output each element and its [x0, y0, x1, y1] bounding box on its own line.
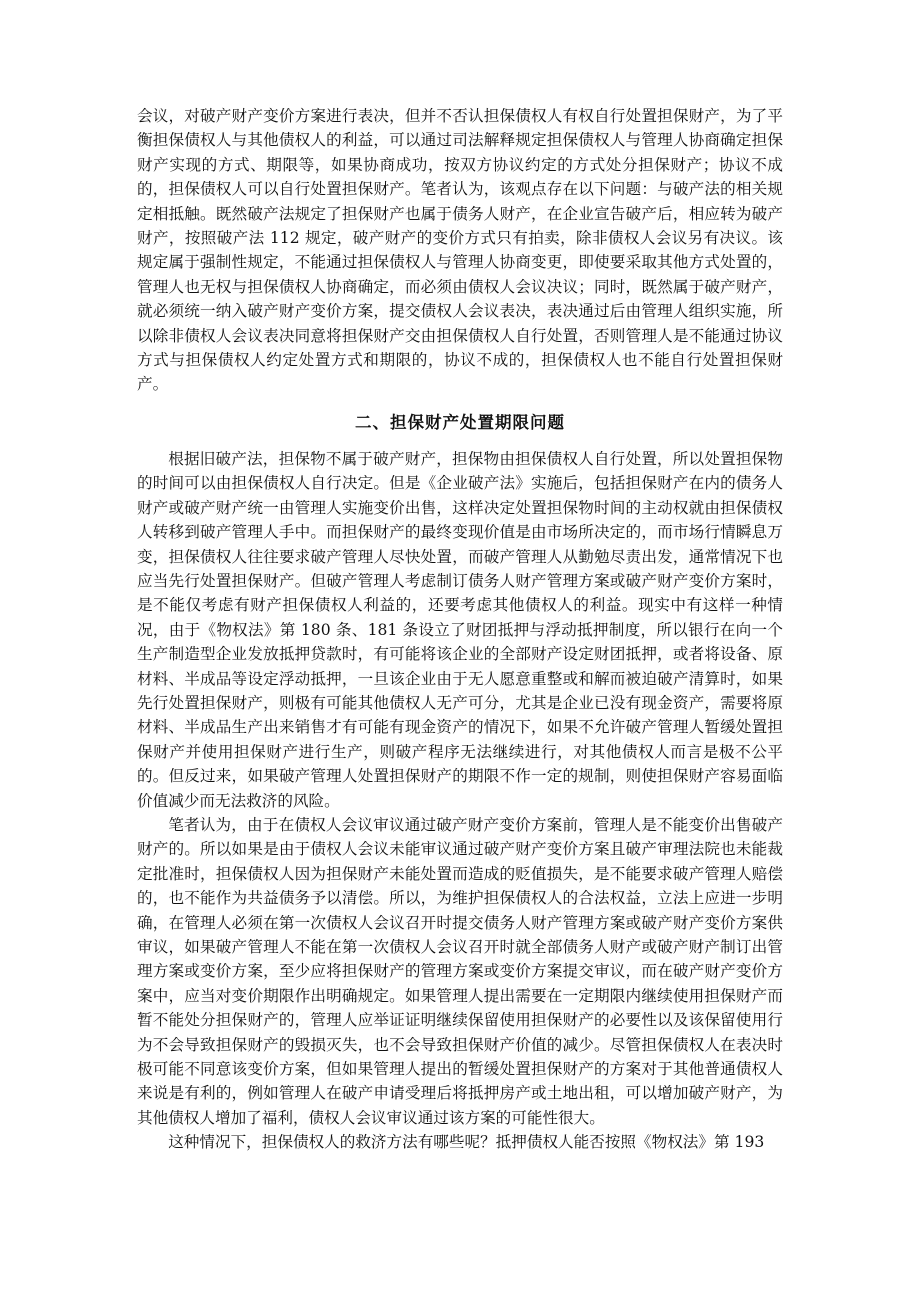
- paragraph-continued: 会议，对破产财产变价方案进行表决，但并不否认担保债权人有权自行处置担保财产，为了平衡担保债权人与其他债权人的利益，可以通过司法解释规定担保债权人与管理人协商确定担保财产实现的方式、期限等，如果协商成功，按双方协议约定的方式处分担保财产；协议不成的，担保债权人可以自行处置担保财产。笔者认为，该观点存在以下问题：与破产法的相关规定相抵触。既然破产法规定了担保财产也属于债务人财产，在企业宣告破产后，相应转为破产财产，按照破产法 112 规定，破产财产的变价方式只有拍卖，除非债权人会议另有决议。该规定属于强制性规定，不能通过担保债权人与管理人协商变更，即使要采取其他方式处置的，管理人也无权与担保债权人协商确定，而必须由债权人会议决议；同时，既然属于破产财产，就必须统一纳入破产财产变价方案，提交债权人会议表决，表决通过后由管理人组织实施，所以除非债权人会议表决同意将担保财产交由担保债权人自行处置，否则管理人是不能通过协议方式与担保债权人约定处置方式和期限的，协议不成的，担保债权人也不能自行处置担保财产。: [137, 107, 783, 394]
- paragraph-2: 笔者认为，由于在债权人会议审议通过破产财产变价方案前，管理人是不能变价出售破产财产的。所以如果是由于债权人会议未能审议通过破产财产变价方案且破产审理法院也未能裁定批准时，担保债权人因为担保财产未能处置而造成的贬值损失，是不能要求破产管理人赔偿的，也不能作为共益债务予以清偿。所以，为维护担保债权人的合法权益，立法上应进一步明确，在管理人必须在第一次债权人会议召开时提交债务人财产管理方案或破产财产变价方案供审议，如果破产管理人不能在第一次债权人会议召开时就全部债务人财产或破产财产制订出管理方案或变价方案，至少应将担保财产的管理方案或变价方案提交审议，而在破产财产变价方案中，应当对变价期限作出明确规定。如果管理人提出需要在一定期限内继续使用担保财产而暂不能处分担保财产的，管理人应举证证明继续保留使用担保财产的必要性以及该保留使用行为不会导致担保财产的毁损灭失，也不会导致担保财产价值的减少。尽管担保债权人在表决时极可能不同意该变价方案，但如果管理人提出的暂缓处置担保财产的方案对于其他普通债权人来说是有利的，例如管理人在破产申请受理后将抵押房产或土地出租，可以增加破产财产，为其他债权人增加了福利，债权人会议审议通过该方案的可能性很大。: [137, 815, 783, 1127]
- document-page: [137, 104, 783, 1155]
- paragraph-1: 根据旧破产法，担保物不属于破产财产，担保物由担保债权人自行处置，所以处置担保物的时间可以由担保债权人自行决定。但是《企业破产法》实施后，包括担保财产在内的债务人财产或破产财产统一由管理人实施变价出售，这样决定处置担保物时间的主动权就由担保债权人转移到破产管理人手中。而担保财产的最终变现价值是由市场所决定的，而市场行情瞬息万变，担保债权人往往要求破产管理人尽快处置，而破产管理人从勤勉尽责出发，通常情况下也应当先行处置担保财产。但破产管理人考虑制订债务人财产管理方案或破产财产变价方案时，是不能仅考虑有财产担保债权人利益的，还要考虑其他债权人的利益。现实中有这样一种情况，由于《物权法》第 180 条、181 条设立了财团抵押与浮动抵押制度，所以银行在向一个生产制造型企业发放抵押贷款时，有可能将该企业的全部财产设定财团抵押，或者将设备、原材料、半成品等设定浮动抵押，一旦该企业由于无人愿意重整或和解而被迫破产清算时，如果先行处置担保财产，则极有可能其他债权人无产可分，尤其是企业已没有现金资产，需要将原材料、半成品生产出来销售才有可能有现金资产的情况下，如果不允许破产管理人暂缓处置担保财产并使用担保财产进行生产，则破产程序无法继续进行，对其他债权人而言是极不公平的。但反过来，如果破产管理人处置担保财产的期限不作一定的规制，则使担保财产容易面临价值减少而无法救济的风险。: [137, 449, 783, 810]
- paragraph-3: 这种情况下，担保债权人的救济方法有哪些呢？抵押债权人能否按照《物权法》第 193: [168, 1133, 765, 1152]
- section-heading: 二、担保财产处置期限问题: [355, 412, 565, 432]
